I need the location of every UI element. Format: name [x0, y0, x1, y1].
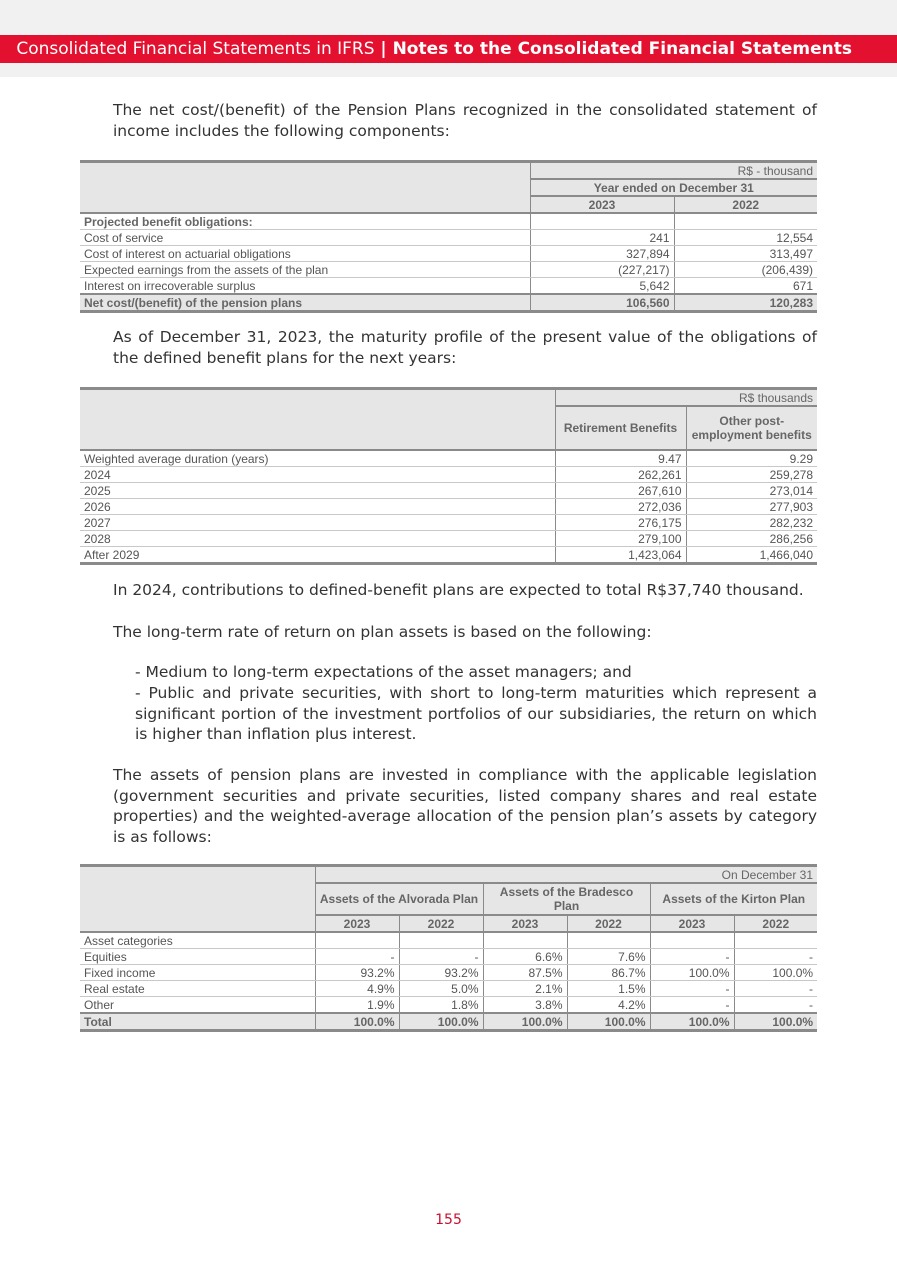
cell: (206,439): [674, 262, 817, 278]
cell: 2.1%: [483, 981, 567, 997]
table-row: [80, 547, 817, 564]
row-label: 2026: [80, 499, 555, 515]
cell: 1.8%: [399, 997, 483, 1014]
cell: 6.6%: [483, 949, 567, 965]
year-header: 2023: [530, 196, 674, 213]
asset-allocation-table: [80, 864, 817, 1032]
table-row: [80, 246, 817, 262]
table-row: [80, 450, 817, 467]
cell: -: [650, 949, 734, 965]
table-row: [80, 515, 817, 531]
cell: 7.6%: [567, 949, 650, 965]
table-corner: [80, 389, 555, 451]
cell: -: [734, 949, 817, 965]
year-header: 2022: [567, 915, 650, 932]
net-cost-table: [80, 160, 817, 313]
unit-label: R$ - thousand: [530, 162, 817, 180]
year-header: 2023: [650, 915, 734, 932]
cell: 262,261: [555, 467, 686, 483]
year-header: 2022: [734, 915, 817, 932]
section-label: Asset categories: [80, 932, 315, 949]
cell: 259,278: [686, 467, 817, 483]
cell: 93.2%: [399, 965, 483, 981]
cell: 120,283: [674, 294, 817, 312]
table-corner: [80, 866, 315, 933]
cell: 1,466,040: [686, 547, 817, 564]
cell: 241: [530, 230, 674, 246]
bullet-2: - Public and private securities, with short to long-term maturities which represent a significant portion of the investment portfolios of our subsidiaries, the return on which is higher than inflation plus interest.: [135, 684, 817, 743]
maturity-table: [80, 387, 817, 565]
table-row: [80, 997, 817, 1014]
cell: 100.0%: [483, 1013, 567, 1031]
paragraph-contributions: In 2024, contributions to defined-benefit plans are expected to total R$37,740 thousand.: [113, 581, 804, 599]
year-header: 2022: [399, 915, 483, 932]
cell: 313,497: [674, 246, 817, 262]
table-row: [80, 531, 817, 547]
cell: -: [734, 997, 817, 1014]
section-label: Projected benefit obligations:: [80, 213, 530, 230]
cell: 327,894: [530, 246, 674, 262]
table-row: [80, 278, 817, 295]
col-header: Other post-employment benefits: [686, 406, 817, 450]
cell: 100.0%: [650, 1013, 734, 1031]
header-separator: |: [374, 39, 393, 59]
row-label: Cost of interest on actuarial obligations: [80, 246, 530, 262]
cell: 12,554: [674, 230, 817, 246]
cell: 4.9%: [315, 981, 399, 997]
cell: 100.0%: [315, 1013, 399, 1031]
row-label: Cost of service: [80, 230, 530, 246]
row-label: 2025: [80, 483, 555, 499]
cell: -: [734, 981, 817, 997]
cell: 106,560: [530, 294, 674, 312]
cell: 93.2%: [315, 965, 399, 981]
table-row: [80, 965, 817, 981]
cell: 3.8%: [483, 997, 567, 1014]
cell: 671: [674, 278, 817, 295]
bullet-1: - Medium to long-term expectations of the asset managers; and: [135, 663, 632, 681]
year-header: 2022: [674, 196, 817, 213]
cell: 100.0%: [399, 1013, 483, 1031]
cell: (227,217): [530, 262, 674, 278]
cell: 9.29: [686, 450, 817, 467]
paragraph-maturity: As of December 31, 2023, the maturity profile of the present value of the obligations of the defined benefit plans for the next years:: [113, 328, 817, 367]
table-row: [80, 262, 817, 278]
cell: 100.0%: [734, 1013, 817, 1031]
row-label: Net cost/(benefit) of the pension plans: [80, 294, 530, 312]
row-label: After 2029: [80, 547, 555, 564]
top-margin: [0, 0, 897, 35]
cell: 9.47: [555, 450, 686, 467]
header-bar: [0, 35, 897, 63]
total-row: [80, 294, 817, 312]
group-header: Assets of the Alvorada Plan: [315, 883, 483, 915]
row-label: 2028: [80, 531, 555, 547]
row-label: Interest on irrecoverable surplus: [80, 278, 530, 295]
page-number: 155: [435, 1212, 462, 1228]
unit-label: On December 31: [315, 866, 817, 884]
row-label: 2027: [80, 515, 555, 531]
cell: -: [650, 981, 734, 997]
table-corner: [80, 162, 530, 214]
cell: 1.5%: [567, 981, 650, 997]
cell: 267,610: [555, 483, 686, 499]
cell: -: [399, 949, 483, 965]
total-row: [80, 1013, 817, 1031]
row-label: Fixed income: [80, 965, 315, 981]
year-header: 2023: [483, 915, 567, 932]
cell: 5.0%: [399, 981, 483, 997]
table-row: [80, 949, 817, 965]
header-section: Notes to the Consolidated Financial Statements: [392, 39, 852, 59]
cell: -: [650, 997, 734, 1014]
cell: 4.2%: [567, 997, 650, 1014]
table-row: [80, 483, 817, 499]
paragraph-intro: The net cost/(benefit) of the Pension Plans recognized in the consolidated statement of income includes the following components:: [113, 101, 817, 140]
cell: 100.0%: [650, 965, 734, 981]
cell: 100.0%: [567, 1013, 650, 1031]
cell: 272,036: [555, 499, 686, 515]
cell: 286,256: [686, 531, 817, 547]
cell: 1.9%: [315, 997, 399, 1014]
row-label: Equities: [80, 949, 315, 965]
col-header: Retirement Benefits: [555, 406, 686, 450]
table-row: [80, 230, 817, 246]
cell: 273,014: [686, 483, 817, 499]
cell: 277,903: [686, 499, 817, 515]
table-row: [80, 499, 817, 515]
year-header: 2023: [315, 915, 399, 932]
group-header: Assets of the Bradesco Plan: [483, 883, 650, 915]
row-label: Total: [80, 1013, 315, 1031]
cell: 276,175: [555, 515, 686, 531]
row-label: Other: [80, 997, 315, 1014]
cell: -: [315, 949, 399, 965]
paragraph-assets: The assets of pension plans are invested in compliance with the applicable legislation (government securities and private securities, listed company shares and real estate properties) and the weighted-average allocation of the pension plan’s assets by category is as follows:: [113, 766, 817, 846]
header-strip: [0, 63, 897, 77]
row-label: Real estate: [80, 981, 315, 997]
cell: 86.7%: [567, 965, 650, 981]
paragraph-return: The long-term rate of return on plan assets is based on the following:: [113, 623, 652, 641]
cell: 279,100: [555, 531, 686, 547]
header-title: Consolidated Financial Statements in IFRS: [16, 39, 375, 59]
group-header: Assets of the Kirton Plan: [650, 883, 817, 915]
table-row: [80, 981, 817, 997]
cell: 87.5%: [483, 965, 567, 981]
table-row: [80, 467, 817, 483]
row-label: Expected earnings from the assets of the plan: [80, 262, 530, 278]
cell: 5,642: [530, 278, 674, 295]
cell: 282,232: [686, 515, 817, 531]
period-header: Year ended on December 31: [530, 179, 817, 196]
row-label: Weighted average duration (years): [80, 450, 555, 467]
unit-label: R$ thousands: [555, 389, 817, 407]
row-label: 2024: [80, 467, 555, 483]
cell: 100.0%: [734, 965, 817, 981]
cell: 1,423,064: [555, 547, 686, 564]
